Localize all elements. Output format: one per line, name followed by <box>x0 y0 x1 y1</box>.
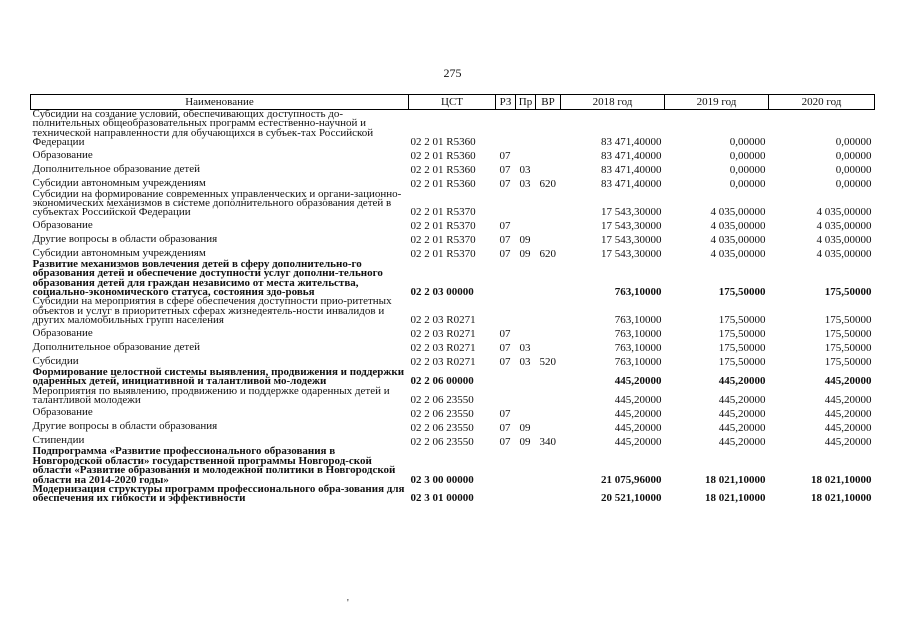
table-row <box>31 232 875 246</box>
row-pr <box>516 447 536 485</box>
row-2020: 445,20000 <box>824 407 872 420</box>
row-2018: 17 543,30000 <box>601 248 662 261</box>
row-2019: 175,50000 <box>718 286 766 299</box>
row-2018: 763,10000 <box>614 342 662 355</box>
row-2018: 83 471,40000 <box>601 136 662 149</box>
row-rz <box>496 190 516 218</box>
row-name: Субсидии на формирование современных управленческих и органи-зационно-экономических механизмов в системе дополнительного образования детей в субъектах Российской Федерации <box>32 187 402 219</box>
row-vr: 520 <box>539 356 556 369</box>
row-2019: 445,20000 <box>718 375 766 388</box>
row-vr: 620 <box>539 248 556 261</box>
row-pr <box>516 326 536 340</box>
row-name: Образование <box>32 326 93 339</box>
table-row <box>31 368 875 387</box>
row-pr <box>516 368 536 387</box>
row-pr <box>516 297 536 325</box>
row-2019: 4 035,00000 <box>710 248 766 261</box>
row-pr <box>516 485 536 504</box>
row-name: Дополнительное образование детей <box>32 340 201 353</box>
row-rz: 07 <box>499 407 511 420</box>
row-vr <box>536 218 561 232</box>
row-2019: 4 035,00000 <box>710 234 766 247</box>
row-2020: 175,50000 <box>824 356 872 369</box>
row-vr <box>536 232 561 246</box>
row-cst: 02 3 01 00000 <box>410 492 474 505</box>
row-name: Другие вопросы в области образования <box>32 232 218 245</box>
row-2020: 175,50000 <box>824 314 872 327</box>
budget-table-container <box>30 94 874 504</box>
row-cst: 02 3 00 00000 <box>410 473 474 486</box>
row-2020: 4 035,00000 <box>816 248 872 261</box>
row-cst: 02 2 01 R5360 <box>410 178 476 191</box>
table-row <box>31 326 875 340</box>
header-2018: 2018 год <box>561 95 665 110</box>
table-row <box>31 447 875 485</box>
row-2019: 4 035,00000 <box>710 220 766 233</box>
row-rz: 07 <box>499 150 511 163</box>
row-2020: 4 035,00000 <box>816 234 872 247</box>
row-name: Подпрограмма «Развитие профессионального образования в Новгородской области» государственной программы Новгород-ской области «Развитие образования и молодежной политики в Новгородской области на 2014-2020 годы» <box>32 445 396 486</box>
row-2019: 4 035,00000 <box>710 206 766 219</box>
row-2018: 21 075,96000 <box>601 473 662 486</box>
row-2018: 445,20000 <box>614 407 662 420</box>
row-name: Модернизация структуры программ профессионального обра-зования для обеспечения их гибкости и эффективности <box>32 482 405 505</box>
row-cst: 02 2 03 R0271 <box>410 328 476 341</box>
row-vr <box>536 368 561 387</box>
row-cst: 02 2 06 23550 <box>410 421 474 434</box>
row-name: Субсидии автономным учреждениям <box>32 176 206 189</box>
row-pr <box>516 260 536 298</box>
row-rz <box>496 447 516 485</box>
header-2020: 2020 год <box>769 95 875 110</box>
table-row <box>31 340 875 354</box>
row-vr <box>536 340 561 354</box>
row-2018: 445,20000 <box>614 435 662 448</box>
row-2020: 445,20000 <box>824 435 872 448</box>
row-2019: 0,00000 <box>729 150 766 163</box>
row-2020: 175,50000 <box>824 286 872 299</box>
row-rz <box>496 387 516 406</box>
table-row <box>31 260 875 298</box>
row-cst: 02 2 01 R5360 <box>410 164 476 177</box>
header-name: Наименование <box>31 95 409 110</box>
row-vr <box>536 405 561 419</box>
table-row <box>31 485 875 504</box>
row-cst: 02 2 01 R5370 <box>410 248 476 261</box>
row-2020: 175,50000 <box>824 328 872 341</box>
row-vr <box>536 387 561 406</box>
row-2018: 763,10000 <box>614 314 662 327</box>
row-pr <box>516 387 536 406</box>
row-rz <box>496 260 516 298</box>
row-vr <box>536 419 561 433</box>
row-2020: 18 021,10000 <box>811 473 872 486</box>
row-2018: 763,10000 <box>614 286 662 299</box>
row-2019: 445,20000 <box>718 435 766 448</box>
row-name: Стипендии <box>32 434 85 447</box>
row-2020: 4 035,00000 <box>816 206 872 219</box>
budget-table <box>30 94 875 504</box>
row-pr <box>516 405 536 419</box>
row-name: Субсидии на мероприятия в сфере обеспечения доступности прио-ритетных объектов и услуг в приоритетных сферах жизнедеятель-ности инвалидов и других маломобильных групп населения <box>32 295 392 327</box>
row-cst: 02 2 06 23550 <box>410 435 474 448</box>
row-2018: 17 543,30000 <box>601 220 662 233</box>
row-rz: 07 <box>499 435 511 448</box>
table-row <box>31 110 875 148</box>
row-name: Другие вопросы в области образования <box>32 420 218 433</box>
row-2018: 445,20000 <box>614 393 662 406</box>
row-2020: 18 021,10000 <box>811 492 872 505</box>
row-2018: 763,10000 <box>614 328 662 341</box>
row-2020: 0,00000 <box>835 164 872 177</box>
row-2020: 0,00000 <box>835 136 872 149</box>
table-row <box>31 218 875 232</box>
row-2018: 445,20000 <box>614 421 662 434</box>
table-row <box>31 405 875 419</box>
row-pr: 09 <box>519 248 531 261</box>
row-2020: 0,00000 <box>835 150 872 163</box>
row-cst: 02 2 06 23550 <box>410 407 474 420</box>
row-vr: 620 <box>539 178 556 191</box>
row-cst: 02 2 01 R5370 <box>410 220 476 233</box>
row-2020: 0,00000 <box>835 178 872 191</box>
row-2018: 83 471,40000 <box>601 150 662 163</box>
row-2018: 17 543,30000 <box>601 206 662 219</box>
row-pr <box>516 110 536 148</box>
row-vr <box>536 190 561 218</box>
row-cst: 02 2 03 R0271 <box>410 314 476 327</box>
header-pr: Пр <box>516 95 536 110</box>
row-cst: 02 2 03 R0271 <box>410 356 476 369</box>
row-pr: 09 <box>519 435 531 448</box>
row-2018: 83 471,40000 <box>601 164 662 177</box>
table-row <box>31 190 875 218</box>
row-rz: 07 <box>499 421 511 434</box>
row-vr <box>536 162 561 176</box>
table-row <box>31 419 875 433</box>
row-pr: 03 <box>519 178 531 191</box>
row-2019: 0,00000 <box>729 136 766 149</box>
row-2020: 445,20000 <box>824 421 872 434</box>
row-pr: 03 <box>519 164 531 177</box>
row-name: Образование <box>32 148 93 161</box>
row-vr <box>536 447 561 485</box>
row-rz: 07 <box>499 342 511 355</box>
row-2018: 83 471,40000 <box>601 178 662 191</box>
page-number: 275 <box>443 66 462 80</box>
table-row <box>31 162 875 176</box>
header-rz: РЗ <box>496 95 516 110</box>
table-row <box>31 148 875 162</box>
row-cst: 02 2 01 R5370 <box>410 206 476 219</box>
row-pr <box>516 148 536 162</box>
row-name: Образование <box>32 406 93 419</box>
row-cst: 02 2 01 R5360 <box>410 136 476 149</box>
row-rz: 07 <box>499 220 511 233</box>
header-2019: 2019 год <box>665 95 769 110</box>
row-rz: 07 <box>499 178 511 191</box>
row-name: Развитие механизмов вовлечения детей в сферу дополнительно-го образования детей и обеспечение доступности услуг дополни-тельного образования детей для граждан независимо от места жительства, социально-экономического статуса, состояния здо-ровья <box>32 257 383 299</box>
row-pr <box>516 218 536 232</box>
row-name: Субсидии <box>32 354 79 367</box>
row-2018: 445,20000 <box>614 375 662 388</box>
row-cst: 02 2 03 00000 <box>410 286 474 299</box>
row-rz: 07 <box>499 328 511 341</box>
row-cst: 02 2 01 R5360 <box>410 150 476 163</box>
row-2019: 175,50000 <box>718 342 766 355</box>
header-cst: ЦСТ <box>409 95 496 110</box>
row-name: Дополнительное образование детей <box>32 162 201 175</box>
row-2019: 445,20000 <box>718 421 766 434</box>
row-2019: 175,50000 <box>718 356 766 369</box>
row-vr <box>536 297 561 325</box>
row-2019: 175,50000 <box>718 328 766 341</box>
row-2019: 445,20000 <box>718 393 766 406</box>
row-vr <box>536 110 561 148</box>
row-pr: 09 <box>519 234 531 247</box>
row-name: Субсидии автономным учреждениям <box>32 246 206 259</box>
row-rz: 07 <box>499 356 511 369</box>
row-2019: 445,20000 <box>718 407 766 420</box>
row-2019: 175,50000 <box>718 314 766 327</box>
row-vr <box>536 485 561 504</box>
row-2019: 0,00000 <box>729 164 766 177</box>
row-2018: 763,10000 <box>614 356 662 369</box>
row-cst: 02 2 06 00000 <box>410 375 474 388</box>
row-2019: 18 021,10000 <box>705 473 766 486</box>
row-2020: 175,50000 <box>824 342 872 355</box>
row-rz: 07 <box>499 248 511 261</box>
row-vr: 340 <box>539 435 556 448</box>
row-rz <box>496 297 516 325</box>
table-body <box>31 110 875 504</box>
header-vr: ВР <box>536 95 561 110</box>
row-2019: 18 021,10000 <box>705 492 766 505</box>
row-2020: 445,20000 <box>824 375 872 388</box>
scan-mark: ' <box>347 598 349 609</box>
row-pr: 09 <box>519 421 531 434</box>
row-rz <box>496 368 516 387</box>
row-pr <box>516 190 536 218</box>
row-2018: 20 521,10000 <box>601 492 662 505</box>
row-name: Субсидии на создание условий, обеспечивающих доступность до-полнительных общеобразовательных программ естественно-научной и технической направленности для обучающихся в субъек-тах Российской Федерации <box>32 108 374 149</box>
row-cst: 02 2 06 23550 <box>410 393 474 406</box>
table-row <box>31 297 875 325</box>
row-cst: 02 2 01 R5370 <box>410 234 476 247</box>
row-2019: 0,00000 <box>729 178 766 191</box>
row-rz: 07 <box>499 234 511 247</box>
row-vr <box>536 260 561 298</box>
row-2018: 17 543,30000 <box>601 234 662 247</box>
table-row <box>31 387 875 406</box>
row-name: Образование <box>32 218 93 231</box>
row-rz <box>496 485 516 504</box>
row-rz <box>496 110 516 148</box>
row-vr <box>536 148 561 162</box>
row-pr: 03 <box>519 356 531 369</box>
row-2020: 4 035,00000 <box>816 220 872 233</box>
row-name: Формирование целостной системы выявления, продвижения и поддержки одаренных детей, инициативной и талантливой мо-лодежи <box>32 365 405 388</box>
row-vr <box>536 326 561 340</box>
row-cst: 02 2 03 R0271 <box>410 342 476 355</box>
row-pr: 03 <box>519 342 531 355</box>
row-rz: 07 <box>499 164 511 177</box>
row-name: Мероприятия по выявлению, продвижению и поддержке одаренных детей и талантливой молодежи <box>32 384 390 406</box>
row-2020: 445,20000 <box>824 393 872 406</box>
